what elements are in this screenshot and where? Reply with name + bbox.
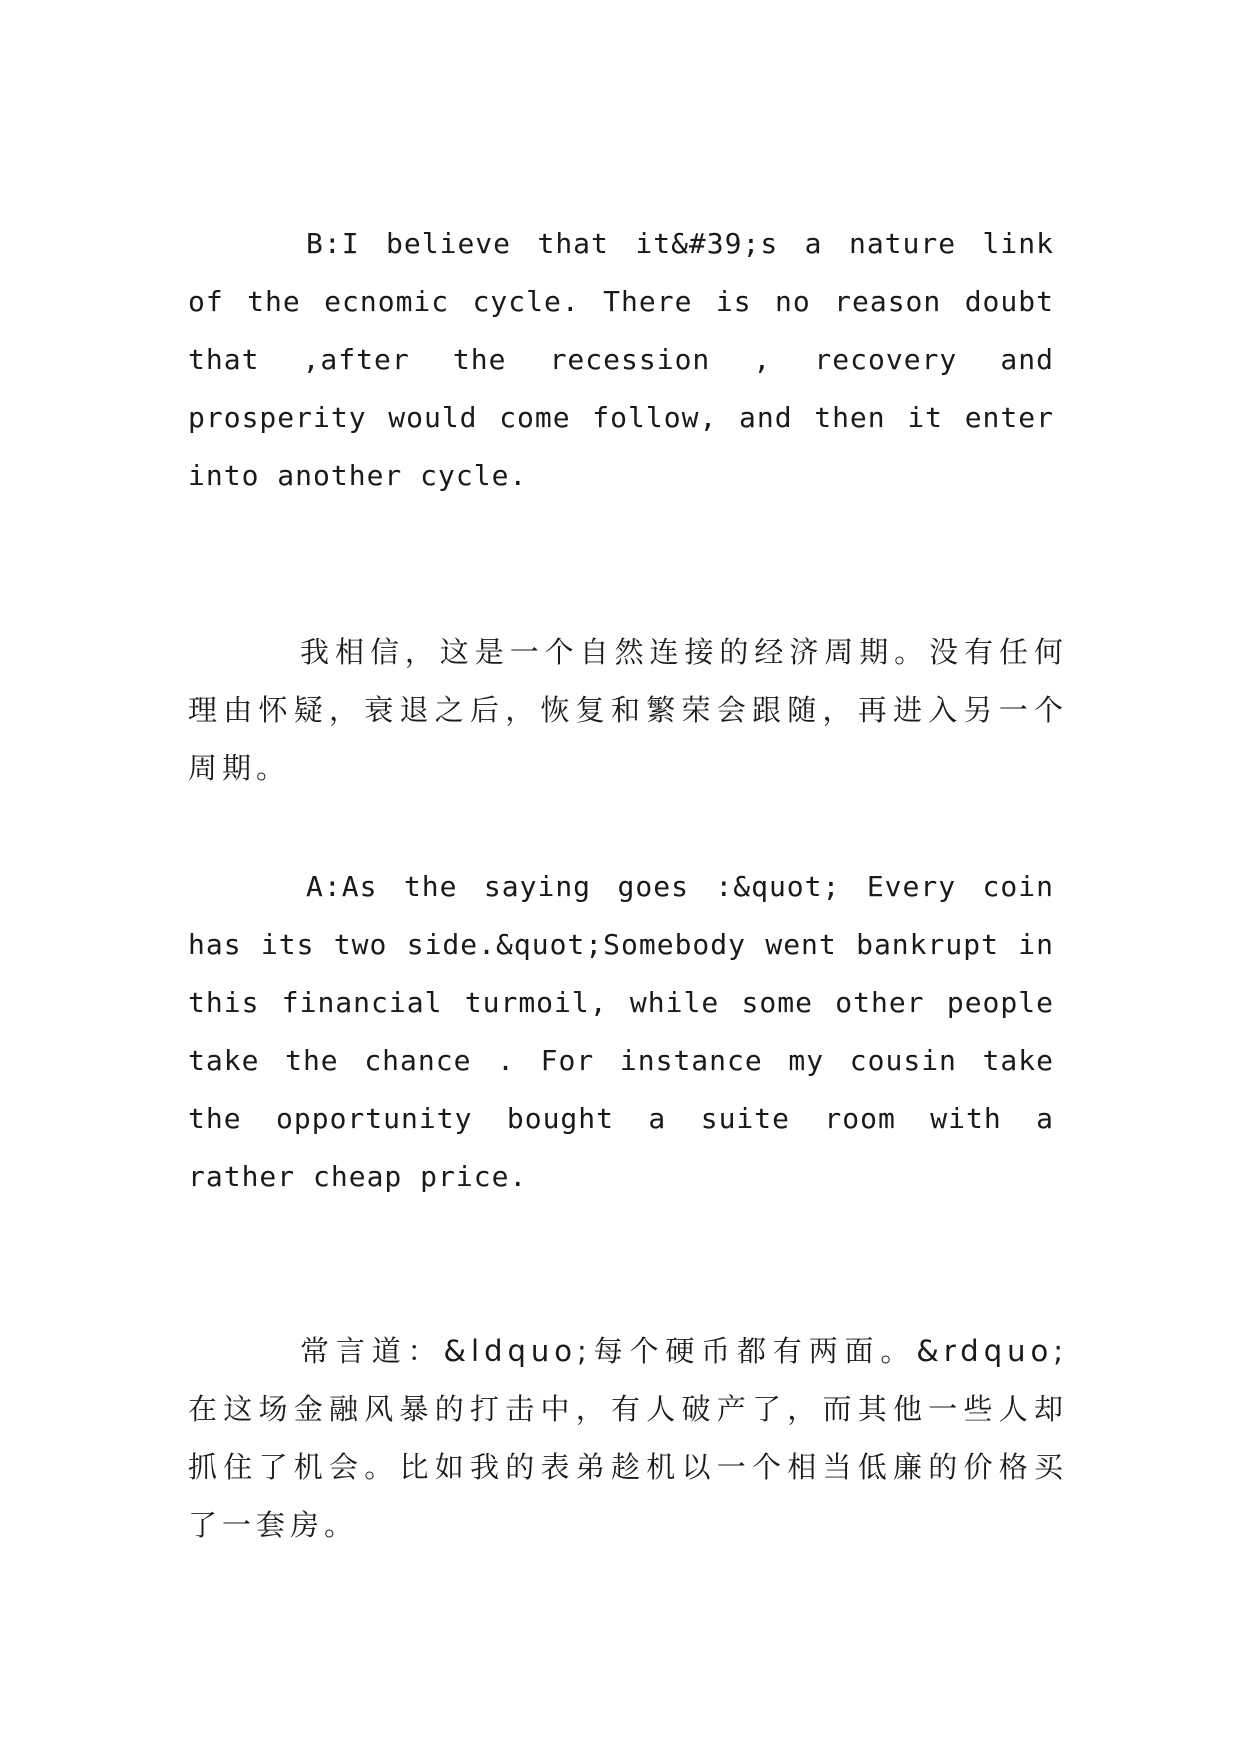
chinese-paragraph-b: 我相信，这是一个自然连接的经济周期。没有任何理由怀疑，衰退之后，恢复和繁荣会跟随，再进入另一个周期。 bbox=[188, 635, 1068, 785]
english-paragraph-a: A:As the saying goes :&quot; Every coin has its two side.&quot;Somebody went bankrupt in this financial turmoil, while some other people take the chance . For instance my cousin take the opportunity bought a suite room with a rather cheap price. bbox=[188, 870, 1054, 1193]
chinese-paragraph-a: 常言道：&ldquo;每个硬币都有两面。&rdquo;在这场金融风暴的打击中，有人破产了，而其他一些人却抓住了机会。比如我的表弟趁机以一个相当低廉的价格买了一套房。 bbox=[188, 1334, 1068, 1542]
english-paragraph-b: B:I believe that it&#39;s a nature link of the ecnomic cycle. There is no reason doubt that ,after the recession , recovery and prosperity would come follow, and then it enter into another cycle. bbox=[188, 227, 1054, 492]
